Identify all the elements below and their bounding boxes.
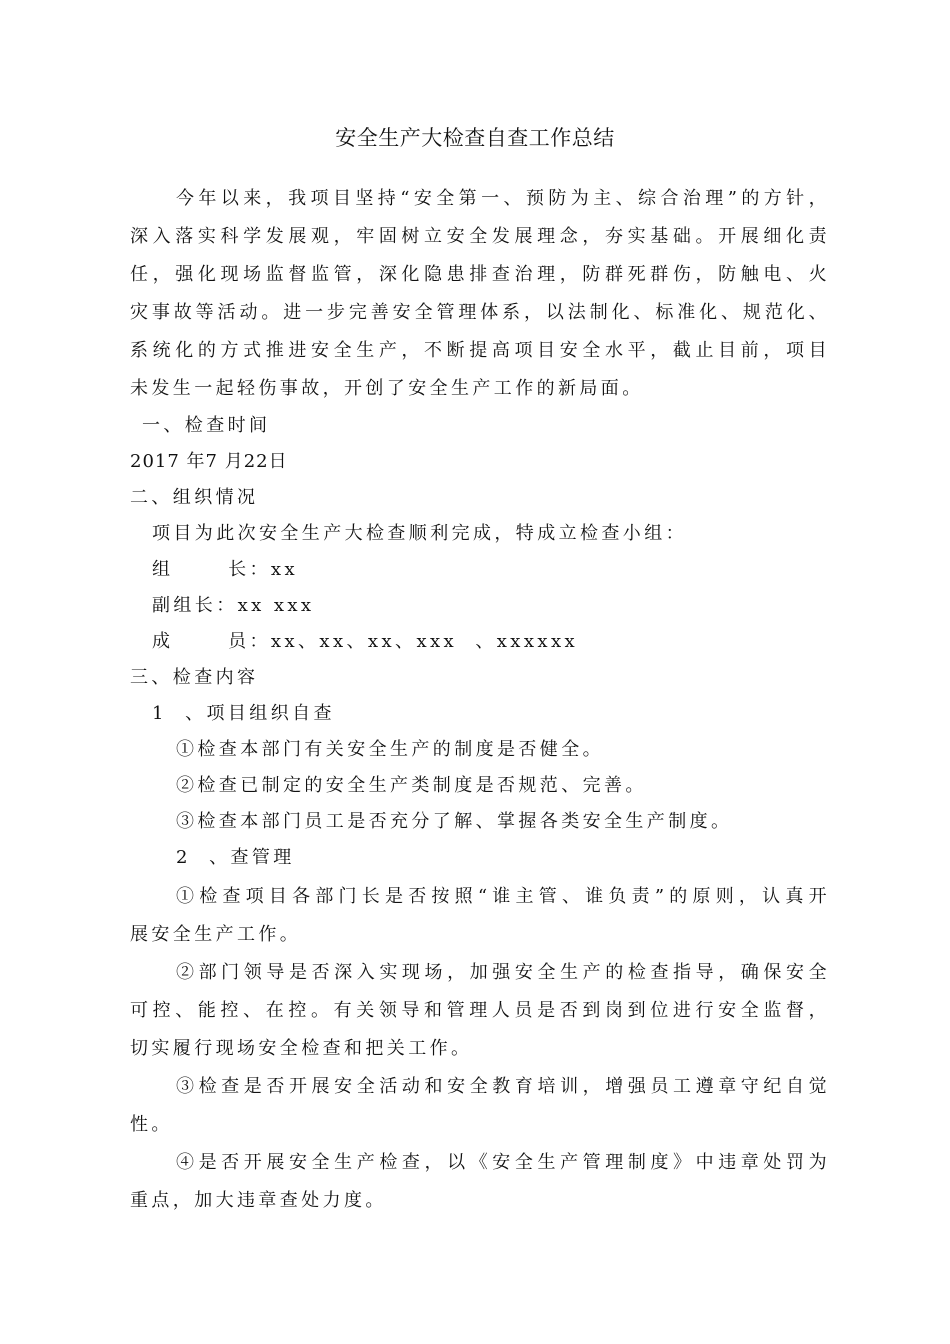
- paragraph-intro-line: 灾事故等活动。进一步完善安全管理体系，以法制化、标准化、规范化、: [130, 302, 830, 323]
- group-leader: 组 长：xx: [152, 559, 299, 580]
- check-item: ②检查已制定的安全生产类制度是否规范、完善。: [176, 775, 647, 796]
- subsection-management: 2 、查管理: [176, 847, 295, 868]
- section-heading-content: 三、检查内容: [130, 667, 259, 688]
- management-item-line: 切实履行现场安全检查和把关工作。: [130, 1038, 473, 1059]
- check-item: ③检查本部门员工是否充分了解、掌握各类安全生产制度。: [176, 811, 733, 832]
- document-title: 安全生产大检查自查工作总结: [335, 126, 615, 150]
- group-members: 成 员：xx、xx、xx、xxx 、xxxxxx: [152, 631, 579, 652]
- management-item-line: ①检查项目各部门长是否按照“谁主管、谁负责”的原则，认真开: [176, 886, 830, 907]
- deputy-leader: 副组长：xx xxx: [152, 595, 315, 616]
- check-item: ①检查本部门有关安全生产的制度是否健全。: [176, 739, 604, 760]
- management-item-line: 性。: [130, 1114, 173, 1135]
- management-item-line: ④是否开展安全生产检查，以《安全生产管理制度》中违章处罚为: [176, 1152, 830, 1173]
- management-item-line: 可控、能控、在控。有关领导和管理人员是否到岗到位进行安全监督，: [130, 1000, 830, 1021]
- paragraph-intro-line: 任，强化现场监督监管，深化隐患排查治理，防群死群伤，防触电、火: [130, 264, 830, 285]
- paragraph-intro-line: 未发生一起轻伤事故，开创了安全生产工作的新局面。: [130, 378, 644, 399]
- document-body: [130, 180, 830, 1220]
- organization-text: 项目为此次安全生产大检查顺利完成，特成立检查小组：: [152, 523, 687, 544]
- paragraph-intro-line: 今年以来，我项目坚持“安全第一、预防为主、综合治理”的方针，: [176, 188, 830, 209]
- section-heading-organization: 二、组织情况: [130, 487, 259, 508]
- management-item-line: ③检查是否开展安全活动和安全教育培训，增强员工遵章守纪自觉: [176, 1076, 830, 1097]
- subsection-self-check: 1 、项目组织自查: [152, 703, 335, 724]
- paragraph-intro-line: 系统化的方式推进安全生产，不断提高项目安全水平，截止目前，项目: [130, 340, 830, 361]
- paragraph-intro-line: 深入落实科学发展观，牢固树立安全发展理念，夯实基础。开展细化责: [130, 226, 830, 247]
- section-heading-time: 一、检查时间: [142, 415, 271, 436]
- inspection-date: 2017 年7 月22日: [130, 451, 288, 472]
- management-item-line: ②部门领导是否深入实现场，加强安全生产的检查指导，确保安全: [176, 962, 830, 983]
- management-item-line: 重点，加大违章查处力度。: [130, 1190, 387, 1211]
- management-item-line: 展安全生产工作。: [130, 924, 302, 945]
